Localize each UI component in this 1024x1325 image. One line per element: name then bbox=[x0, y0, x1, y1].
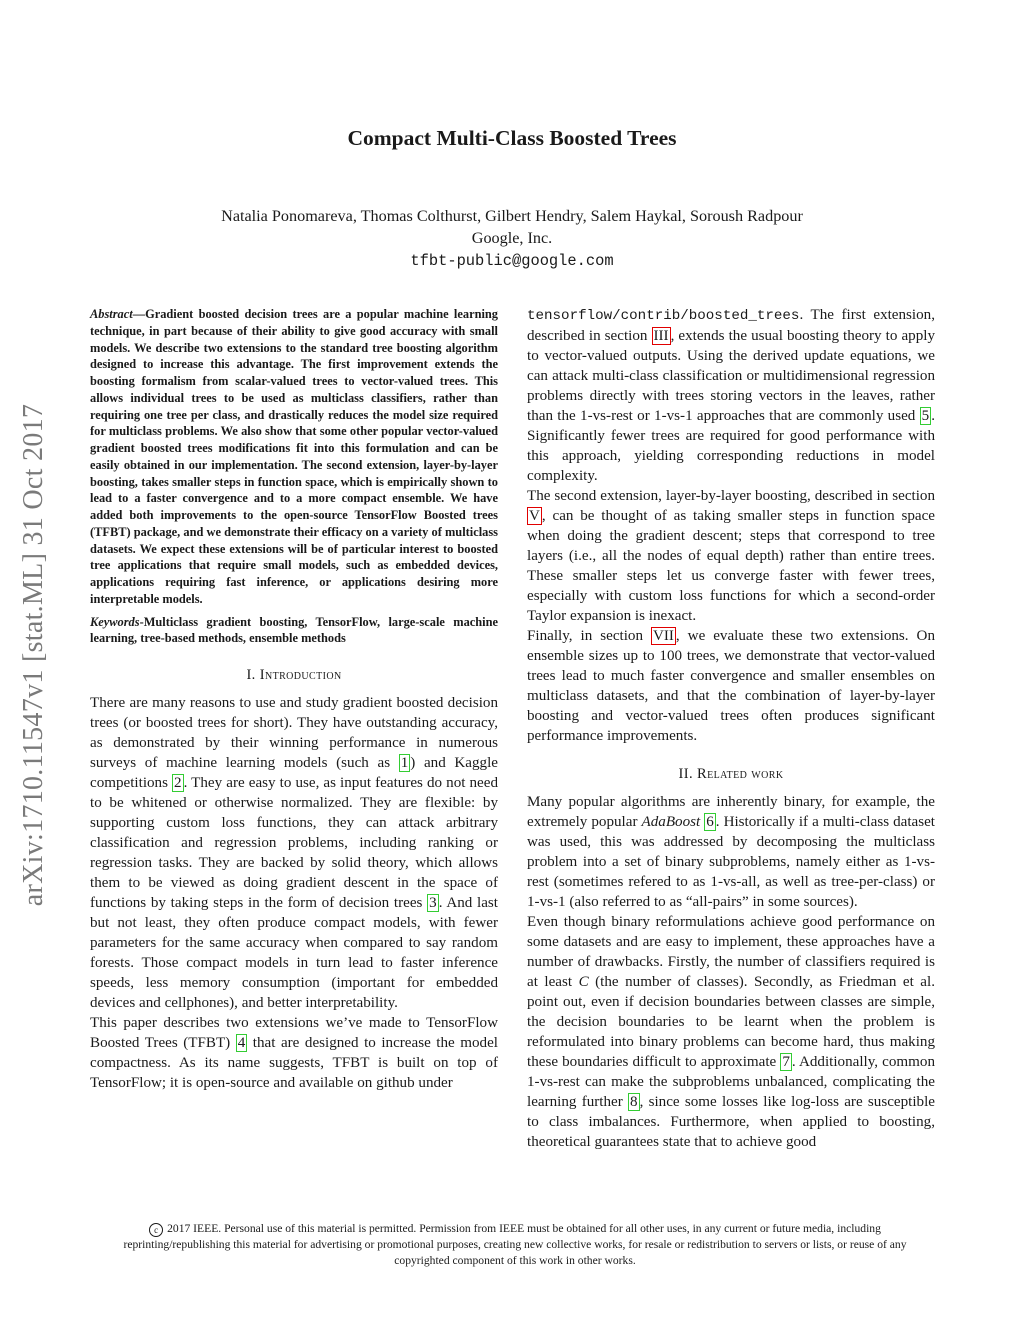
abstract bbox=[90, 306, 498, 608]
abstract-label: Abstract bbox=[90, 307, 133, 321]
arxiv-identifier-stamp bbox=[12, 350, 56, 960]
section-heading-introduction: I. Introduction bbox=[246, 667, 342, 683]
citation-link[interactable]: 3 bbox=[429, 895, 437, 911]
right-column bbox=[527, 305, 935, 1152]
math-variable: C bbox=[578, 974, 589, 990]
copyright-icon: c bbox=[149, 1223, 163, 1237]
section-heading-related-work: II. Related work bbox=[678, 766, 784, 782]
citation-link[interactable]: 4 bbox=[237, 1035, 246, 1051]
copyright-footer bbox=[96, 1221, 934, 1268]
related-paragraph-2: Even though binary reformulations achieve good performance on some datasets and are easy to implement, these approaches have a number of drawbacks. Firstly, the number of classifiers required is at least C (the number of classes). Secondly, as Friedman et al. point out, even if decision boundaries between classes are simple, the decision boundaries to be learnt when the problem is reformulated into binary problems can become hard, thus making these boundaries difficult to approximate 7 . Additionally, common 1-vs-rest can make the subproblems unbalanced, complicating the learning further 8 , since some losses like log-loss are susceptible to class imbalances. Furthermore, when applied to boosting, theoretical guarantees state that to achieve good bbox=[527, 914, 935, 1150]
citation-link[interactable]: 6 bbox=[706, 814, 714, 830]
author-block bbox=[0, 205, 1024, 249]
keywords bbox=[90, 614, 498, 648]
citation-link[interactable]: 1 bbox=[400, 755, 409, 771]
affiliation: Google, Inc. bbox=[471, 229, 553, 247]
citation-link[interactable]: 8 bbox=[630, 1094, 638, 1110]
related-paragraph-1: Many popular algorithms are inherently binary, for example, the extremely popular AdaBoost 6 . Historically if a multi-class dataset was used, this was addressed by decomposing the multiclass problem into a set of binary subproblems, namely either as 1-vs-rest (sometimes refered to as 1-vs-all, as well as tree-per-class) or 1-vs-1 (also referred to as “all-pairs” in some sources). bbox=[527, 794, 935, 910]
keywords-text: -Multiclass gradient boosting, TensorFlow, large-scale machine learning, tree-based methods, ensemble methods bbox=[90, 614, 498, 646]
section-link[interactable]: III bbox=[653, 328, 669, 344]
author-list: Natalia Ponomareva, Thomas Colthurst, Gilbert Hendry, Salem Haykal, Soroush Radpour bbox=[221, 207, 803, 225]
intro-paragraph-3: tensorflow/contrib/boosted_trees. The first extension, described in section III , extends the usual boosting theory to apply to vector-valued outputs. Using the derived update equations, we can attack multi-class classification or multidimensional regression problems directly with trees storing vectors in the leaves, rather than the 1-vs-rest or 1-vs-1 approaches that are commonly used 5 . Significantly fewer trees are required for good performance with this approach, yielding corresponding reductions in model complexity. bbox=[527, 307, 935, 484]
citation-link[interactable]: 5 bbox=[921, 408, 930, 424]
section-link[interactable]: VII bbox=[652, 628, 674, 644]
arxiv-identifier-text: arXiv:1710.11547v1 [stat.ML] 31 Oct 2017 bbox=[18, 403, 50, 907]
keywords-label: Keywords bbox=[90, 614, 140, 629]
left-column bbox=[90, 306, 498, 1093]
intro-paragraph-5: Finally, in section VII , we evaluate these two extensions. On ensemble sizes up to 100 trees, we demonstrate that vector-valued trees lead to much faster convergence and smaller ensembles on multiclass datasets, and that the combination of layer-by-layer boosting and vector-valued trees often produces significant performance improvements. bbox=[527, 628, 935, 744]
intro-paragraph-4: The second extension, layer-by-layer boosting, described in section V , can be thought of as taking smaller steps in function space when doing the gradient descent; steps that correspond to tree layers (i.e., all the nodes of equal depth) rather than entire trees. These smaller steps let us converge faster with fewer trees, especially with custom loss functions for which a second-order Taylor expansion is inexact. bbox=[527, 488, 935, 624]
abstract-text: —Gradient boosted decision trees are a popular machine learning technique, in part because of their ability to give good accuracy with small models. We describe two extensions to the standard tree boosting algorithm designed to increase this advantage. The first improvement extends the boosting formalism from scalar-valued trees to vector-valued trees. This allows individual trees to be used as multiclass classifiers, rather than requiring one tree per class, and drastically reduces the model size required for multiclass problems. We also show that some other popular vector-valued gradient boosted trees modifications fit into this formulation and can be easily obtained in our implementation. The second extension, layer-by-layer boosting, takes smaller steps in function space, which is empirically shown to lead to a faster convergence and to a more compact ensemble. We have added both improvements to the open-source TensorFlow Boosted trees (TFBT) package, and we demonstrate their efficacy on a variety of multiclass datasets. We expect these extensions will be of particular interest to boosted tree applications that require small models, such as embedded devices, applications requiring fast inference, or applications desiring more interpretable models. bbox=[90, 307, 498, 606]
section-link[interactable]: V bbox=[529, 508, 540, 524]
copyright-text: 2017 IEEE. Personal use of this material is permitted. Permission from IEEE must be obtained for all other uses, in any current or future media, including reprinting/republishing this material for advertising or promotional purposes, creating new collective works, for resale or redistribution to servers or lists, or reuse of any copyrighted component of this work in other works. bbox=[123, 1222, 907, 1267]
intro-paragraph-2: This paper describes two extensions we’ve made to TensorFlow Boosted Trees (TFBT) 4 that are designed to increase the model compactness. As its name suggests, TFBT is built on top of TensorFlow; it is open-source and available on github under bbox=[90, 1015, 498, 1091]
citation-link[interactable]: 2 bbox=[174, 775, 182, 791]
emphasis-adaboost: AdaBoost bbox=[641, 814, 701, 830]
code-path: tensorflow/contrib/boosted_trees bbox=[527, 308, 800, 324]
citation-link[interactable]: 7 bbox=[782, 1054, 790, 1070]
intro-paragraph-1: There are many reasons to use and study gradient boosted decision trees (or boosted trees for short). They have outstanding accuracy, as demonstrated by their winning performance in numerous surveys of machine learning models (such as 1 ) and Kaggle competitions 2 . They are easy to use, as input features do not need to be whitened or otherwise normalized. They are flexible: by supporting custom loss functions, they can attack arbitrary classification and regression problems, including ranking or regression tasks. They are backed by solid theory, which allows them to be viewed as doing gradient descent in the space of functions by taking steps in the form of decision trees 3 . And last but not least, they often produce compact models, with fewer parameters for the same accuracy when compared to say random forests. Those compact models in turn lead to faster inference speeds, less memory consumption (important for embedded devices and cellphones), and better interpretability. bbox=[90, 695, 498, 1011]
paper-title: Compact Multi-Class Boosted Trees bbox=[347, 126, 677, 150]
contact-email[interactable]: tfbt-public@google.com bbox=[410, 252, 614, 270]
